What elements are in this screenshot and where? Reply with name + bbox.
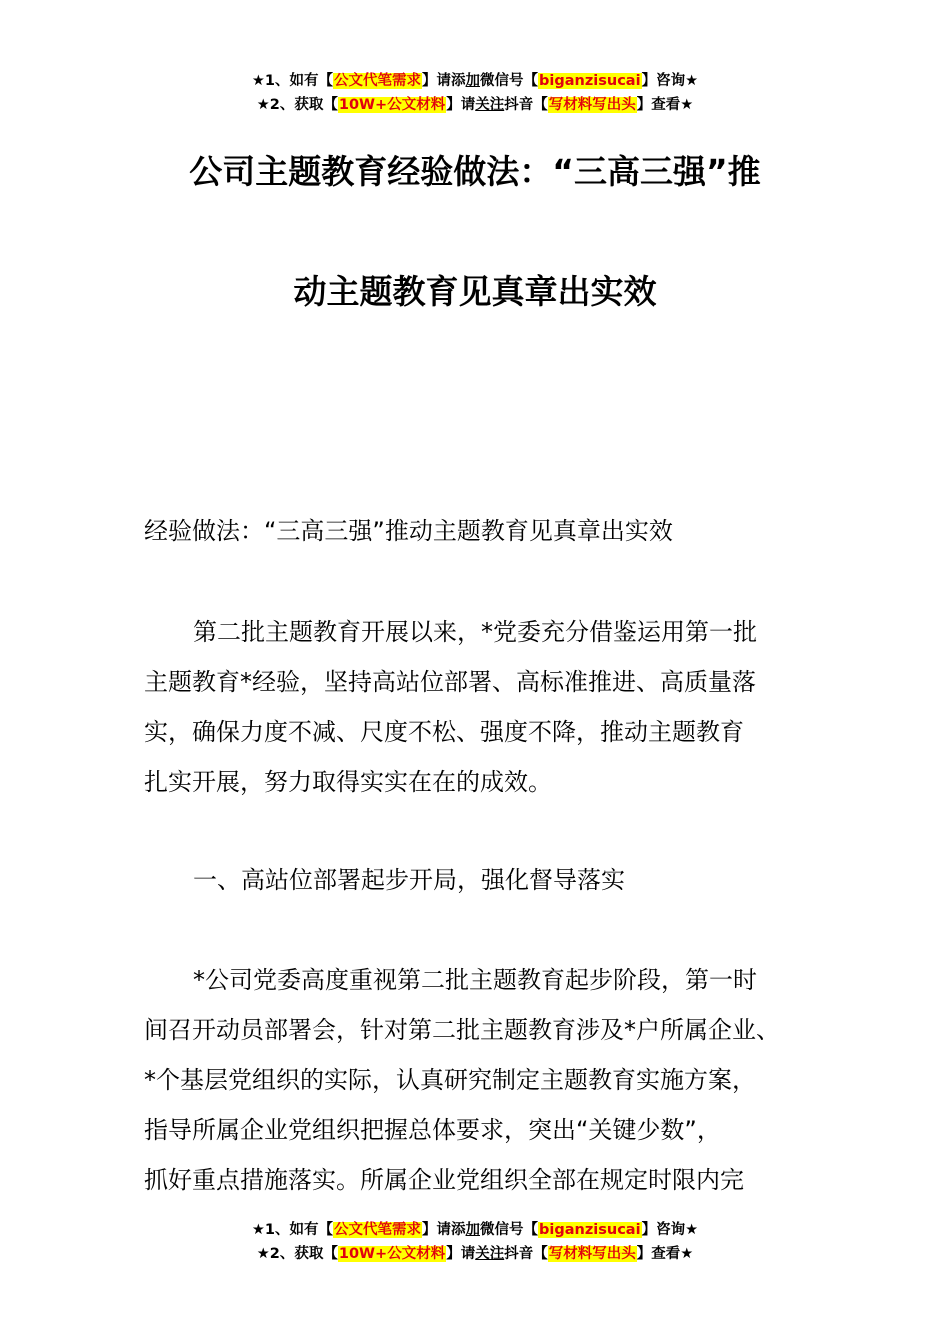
paragraph-line: 实，确保力度不减、尺度不松、强度不降，推动主题教育: [144, 718, 744, 746]
banner-text: 】咨询★: [641, 73, 699, 89]
banner-line-2: [0, 1243, 950, 1267]
banner-text: 】请添: [422, 1222, 466, 1238]
banner-line-1: [0, 70, 950, 94]
banner-highlight: 写材料写出头: [548, 97, 636, 113]
paragraph-line: 主题教育*经验，坚持高站位部署、高标准推进、高质量落: [144, 668, 756, 696]
banner-underlined-text: 加: [465, 73, 481, 89]
banner-text: ★1、如有【: [251, 1222, 334, 1238]
banner-line-1: [0, 1219, 950, 1243]
document-subtitle: 经验做法：“三高三强”推动主题教育见真章出实效: [144, 517, 673, 545]
paragraph-line: 抓好重点措施落实。所属企业党组织全部在规定时限内完: [144, 1166, 744, 1194]
banner-highlight: 10W+公文材料: [338, 1246, 446, 1262]
banner-highlight: biganzisucai: [539, 73, 641, 89]
banner-line-2: [0, 94, 950, 118]
paragraph-line: *个基层党组织的实际，认真研究制定主题教育实施方案，: [144, 1066, 756, 1094]
banner-underlined-text: 关注: [475, 97, 505, 113]
section-heading-1: 一、高站位部署起步开局，强化督导落实: [193, 866, 625, 894]
banner-highlight: 10W+公文材料: [338, 97, 446, 113]
paragraph-line: 指导所属企业党组织把握总体要求，突出“关键少数”，: [144, 1116, 721, 1144]
top-banner: [0, 70, 950, 118]
banner-text: 抖音【: [504, 97, 548, 113]
document-title-line-2: 动主题教育见真章出实效: [293, 272, 657, 311]
banner-text: 】查看★: [636, 97, 694, 113]
banner-highlight: biganzisucai: [539, 1222, 641, 1238]
paragraph-line: 第二批主题教育开展以来，*党委充分借鉴运用第一批: [193, 618, 757, 646]
banner-text: 】请: [446, 1246, 476, 1262]
paragraph-section-1: [144, 955, 824, 1205]
banner-text: ★2、获取【: [256, 1246, 338, 1262]
banner-text: ★2、获取【: [256, 97, 338, 113]
banner-highlight: 公文代笔需求: [334, 73, 422, 89]
banner-text: ★1、如有【: [251, 73, 334, 89]
paragraph-line: 间召开动员部署会，针对第二批主题教育涉及*户所属企业、: [144, 1016, 780, 1044]
banner-highlight: 写材料写出头: [548, 1246, 636, 1262]
bottom-banner: [0, 1219, 950, 1267]
document-title-line-1: 公司主题教育经验做法：“三高三强”推: [189, 152, 761, 191]
paragraph-line: *公司党委高度重视第二批主题教育起步阶段，第一时: [193, 966, 757, 994]
banner-highlight: 公文代笔需求: [334, 1222, 422, 1238]
banner-text: 】请添: [422, 73, 466, 89]
banner-underlined-text: 关注: [475, 1246, 505, 1262]
banner-underlined-text: 加: [465, 1222, 481, 1238]
paragraph-intro: [144, 607, 824, 807]
banner-text: 微信号【: [480, 1222, 539, 1238]
banner-text: 】咨询★: [641, 1222, 699, 1238]
banner-text: 抖音【: [504, 1246, 548, 1262]
banner-text: 微信号【: [480, 73, 539, 89]
banner-text: 】查看★: [636, 1246, 694, 1262]
paragraph-line: 扎实开展，努力取得实实在在的成效。: [144, 768, 552, 796]
banner-text: 】请: [446, 97, 476, 113]
